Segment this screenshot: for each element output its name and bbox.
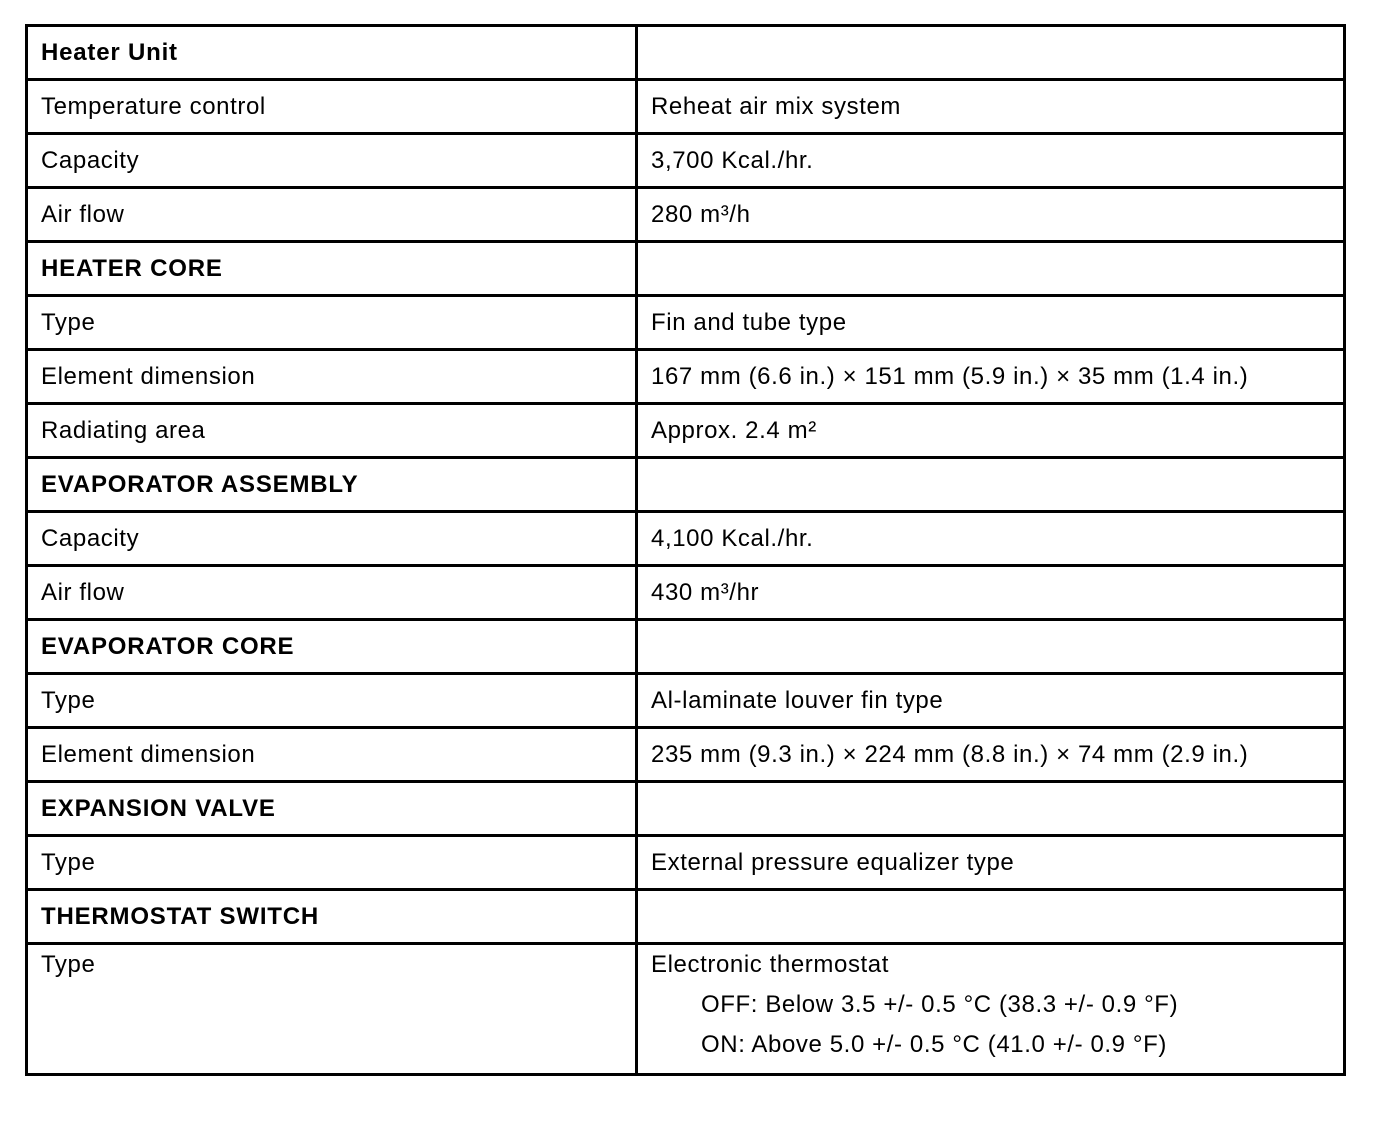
row-label: Capacity (27, 512, 637, 566)
table-row (27, 890, 1345, 944)
table-row (27, 242, 1345, 296)
table-row (27, 944, 1345, 1075)
row-value: 280 m³/h (637, 188, 1345, 242)
table-row (27, 80, 1345, 134)
section-heading: HEATER CORE (27, 242, 637, 296)
row-label: Air flow (27, 566, 637, 620)
row-value (637, 890, 1345, 944)
row-value: 4,100 Kcal./hr. (637, 512, 1345, 566)
table-row (27, 296, 1345, 350)
table-row (27, 512, 1345, 566)
row-value: 430 m³/hr (637, 566, 1345, 620)
thermostat-type-value: Electronic thermostat (651, 951, 890, 978)
table-row (27, 620, 1345, 674)
row-label: Type (27, 674, 637, 728)
thermostat-off-spec: OFF: Below 3.5 +/- 0.5 °C (38.3 +/- 0.9 °F) (701, 991, 1179, 1018)
row-value (637, 782, 1345, 836)
thermostat-on-spec: ON: Above 5.0 +/- 0.5 °C (41.0 +/- 0.9 °F) (701, 1031, 1167, 1058)
row-label: Type (27, 836, 637, 890)
table-row (27, 26, 1345, 80)
section-heading: EVAPORATOR CORE (27, 620, 637, 674)
section-heading: EXPANSION VALVE (27, 782, 637, 836)
table-row (27, 674, 1345, 728)
row-value: 3,700 Kcal./hr. (637, 134, 1345, 188)
table-row (27, 134, 1345, 188)
table-row (27, 836, 1345, 890)
row-label: Air flow (27, 188, 637, 242)
row-label: Element dimension (27, 350, 637, 404)
row-value (637, 242, 1345, 296)
table-row (27, 728, 1345, 782)
row-value: External pressure equalizer type (637, 836, 1345, 890)
table-row (27, 566, 1345, 620)
thermostat-spec (637, 944, 1345, 1075)
row-label: Temperature control (27, 80, 637, 134)
row-value: Reheat air mix system (637, 80, 1345, 134)
section-heading: EVAPORATOR ASSEMBLY (27, 458, 637, 512)
row-value (637, 620, 1345, 674)
row-label: Type (27, 944, 637, 1075)
row-value (637, 26, 1345, 80)
spec-table (25, 24, 1346, 1076)
table-row (27, 188, 1345, 242)
table-row (27, 458, 1345, 512)
row-label: Radiating area (27, 404, 637, 458)
row-value: 167 mm (6.6 in.) × 151 mm (5.9 in.) × 35 mm (1.4 in.) (637, 350, 1345, 404)
row-label: Capacity (27, 134, 637, 188)
row-value: Al-laminate louver fin type (637, 674, 1345, 728)
row-value: Approx. 2.4 m² (637, 404, 1345, 458)
table-row (27, 404, 1345, 458)
section-heading: Heater Unit (27, 26, 637, 80)
table-row (27, 782, 1345, 836)
row-value: Fin and tube type (637, 296, 1345, 350)
row-label: Element dimension (27, 728, 637, 782)
row-value: 235 mm (9.3 in.) × 224 mm (8.8 in.) × 74 mm (2.9 in.) (637, 728, 1345, 782)
row-value (637, 458, 1345, 512)
section-heading: THERMOSTAT SWITCH (27, 890, 637, 944)
row-label: Type (27, 296, 637, 350)
table-row (27, 350, 1345, 404)
